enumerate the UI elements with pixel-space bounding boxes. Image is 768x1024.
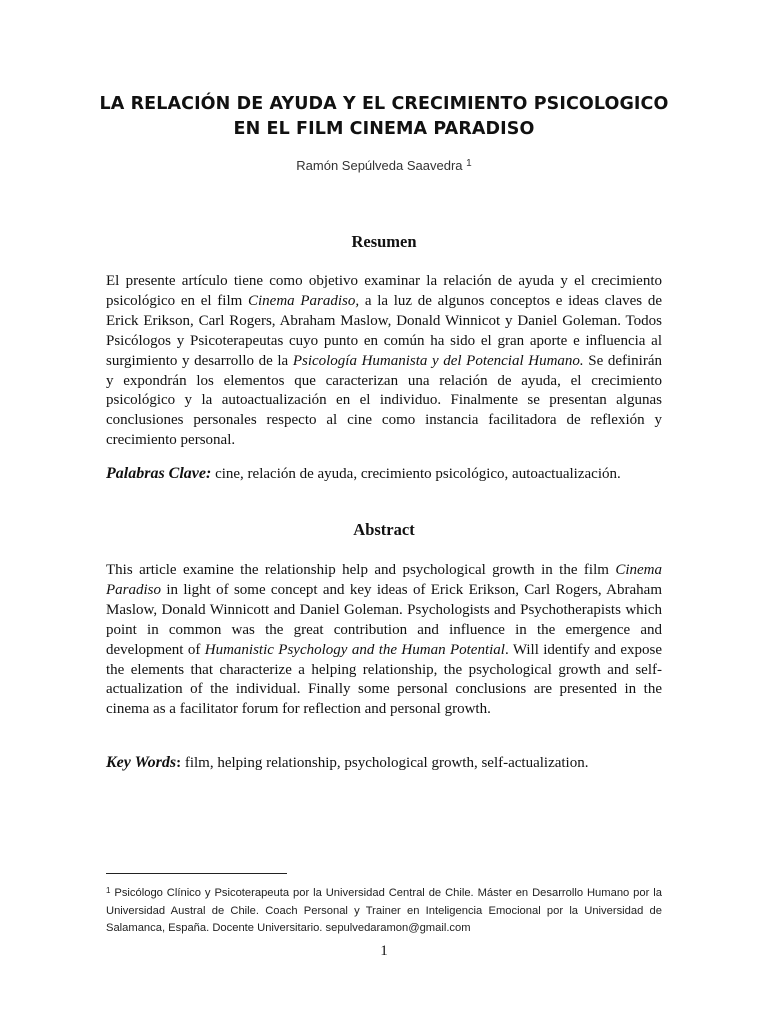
abstract-heading: Abstract xyxy=(353,520,415,539)
abstract-text-1: This article examine the relationship help and psychological growth in the film xyxy=(106,562,616,578)
title-line-1: LA RELACIÓN DE AYUDA Y EL CRECIMIENTO PSICOLOGICO xyxy=(99,94,669,114)
palabras-clave-text: cine, relación de ayuda, crecimiento psicológico, autoactualización. xyxy=(211,466,621,482)
abstract-italic-1: Cinema Paradiso xyxy=(106,562,662,598)
resumen-italic-1: Cinema Paradiso, xyxy=(248,292,360,309)
footnote xyxy=(106,882,662,938)
key-words-text: film, helping relationship, psychological growth, self-actualization. xyxy=(181,755,589,771)
palabras-clave xyxy=(106,464,666,484)
resumen-heading: Resumen xyxy=(351,232,417,251)
author-name: Ramón Sepúlveda Saavedra xyxy=(296,158,463,173)
footnote-text: Psicólogo Clínico y Psicoterapeuta por la Universidad Central de Chile. Máster en Desarrollo Humano por la Universidad Austral de Chile. Coach Personal y Trainer en Inteligencia Emocional por la Universidad de Salamanca, España. Docente Universitario. sepulvedaramon@gmail.com xyxy=(106,887,662,934)
abstract-italic-2: Humanistic Psychology and the Human Potential xyxy=(204,641,505,658)
resumen-text-2: a la luz de algunos conceptos e ideas claves de Erick Erikson, Carl Rogers, Abraham Maslow, Donald Winnicot y Daniel Goleman. Todos Psicólogos y Psicoterapeutas cuyo punto en común ha sido el gran aporte e influencia al surgimiento y desarrollo de la xyxy=(106,292,662,369)
footnote-divider xyxy=(106,873,287,874)
abstract-paragraph xyxy=(106,561,662,720)
title-line-2: EN EL FILM CINEMA PARADISO xyxy=(233,119,535,139)
resumen-text-3: Se definirán y expondrán los elementos que caracterizan una relación de ayuda, el crecimiento psicológico y la autoactualización en el individuo. Finalmente se presentan algunas conclusiones personales respecto al cine como instancia facilitadora de reflexión y crecimiento personal. xyxy=(106,352,662,449)
key-words-colon: : xyxy=(176,755,182,771)
resumen-italic-2: Psicología Humanista y del Potencial Humano. xyxy=(292,352,584,369)
palabras-clave-label: Palabras Clave: xyxy=(106,465,212,482)
author-line xyxy=(0,158,768,173)
page-number: 1 xyxy=(380,943,388,959)
abstract-text-2: in light of some concept and key ideas of Erick Erikson, Carl Rogers, Abraham Maslow, Donald Winnicott and Daniel Goleman. Psychologists and Psychotherapists which point in common was the great contribution and influence in the emergence and development of xyxy=(106,581,662,658)
key-words-label: Key Words xyxy=(106,754,177,771)
resumen-paragraph xyxy=(106,272,662,451)
abstract-text-3: . Will identify and expose the elements that characterize a helping relationship, the psychological growth and self-actualization of the individual. Finally some personal conclusions are presented in the cinema as a facilitator forum for reflection and personal growth. xyxy=(106,641,662,718)
page-title xyxy=(0,92,768,142)
key-words xyxy=(106,753,666,773)
resumen-text-1: El presente artículo tiene como objetivo examinar la relación de ayuda y el crecimiento psicológico en el film xyxy=(106,273,662,309)
author-footnote-mark: 1 xyxy=(466,158,472,169)
footnote-mark: 1 xyxy=(106,886,111,895)
